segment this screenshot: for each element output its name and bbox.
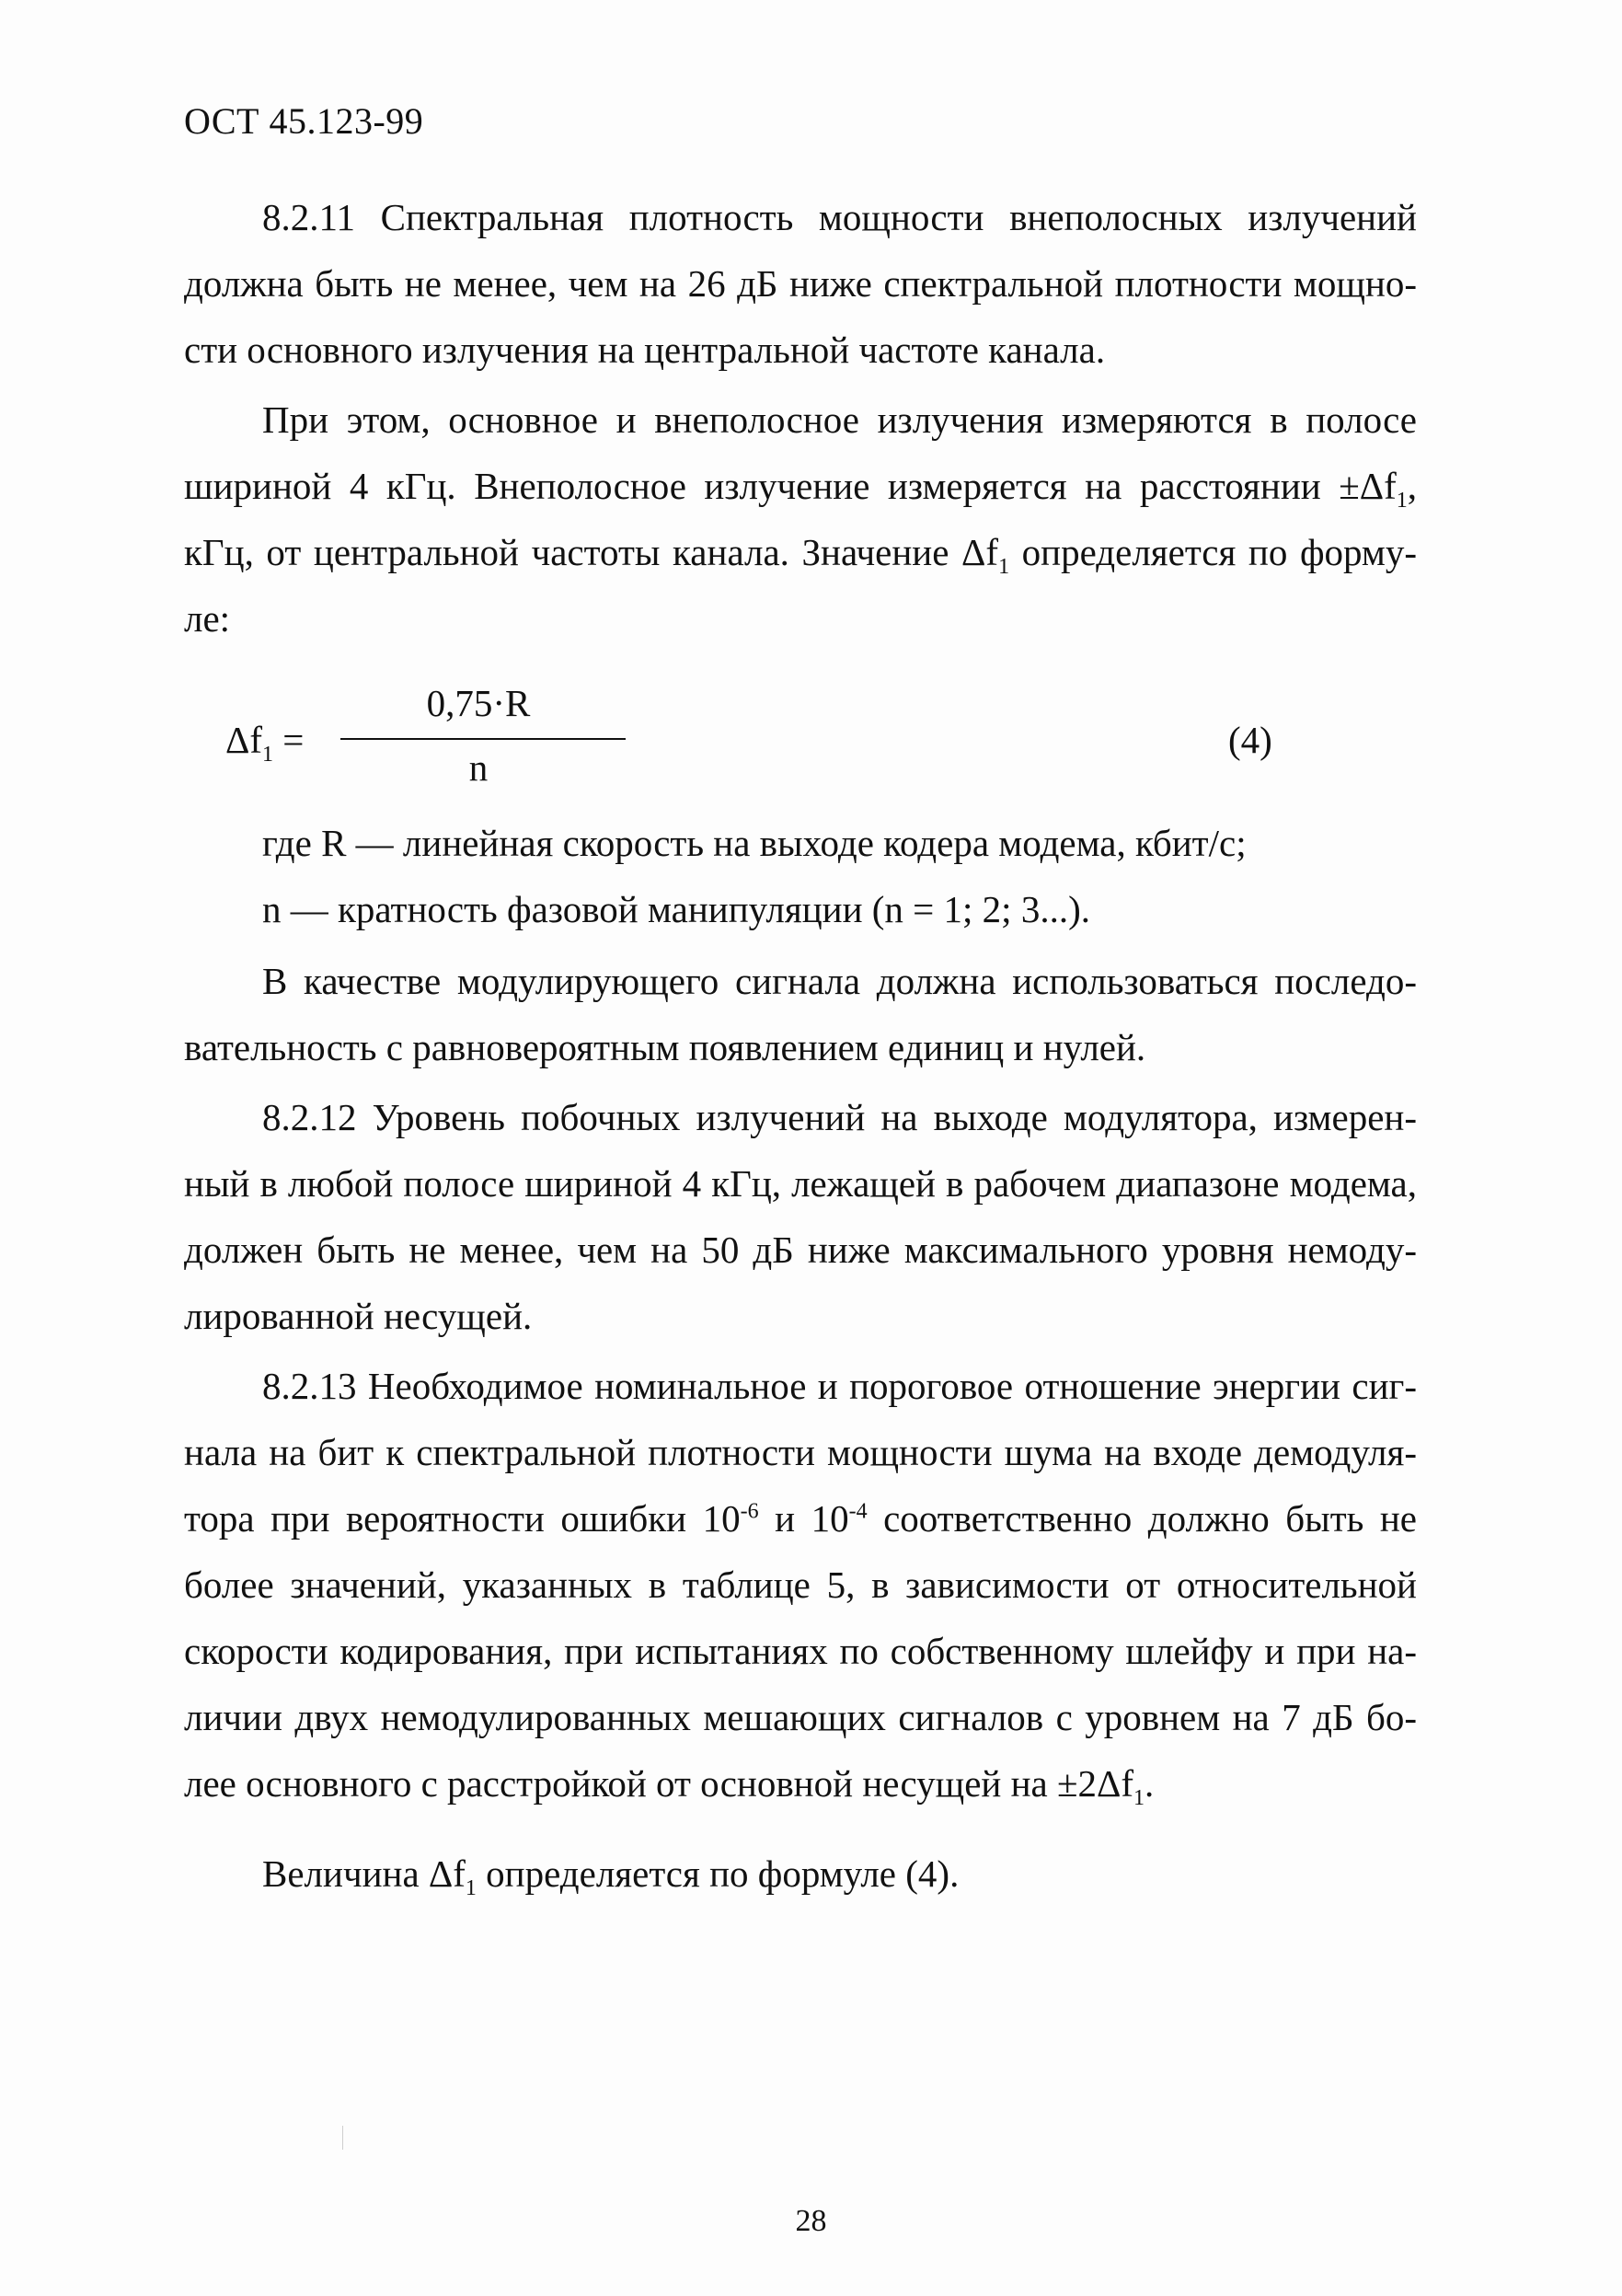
text-fragment: тора при вероятности ошибки 10 — [184, 1497, 741, 1540]
text-line: ле: — [184, 597, 231, 640]
paragraph-8-2-12 — [184, 1084, 1417, 1349]
subscript: 1 — [1133, 1786, 1145, 1811]
text-line — [184, 453, 1417, 519]
document-header: ОСТ 45.123-99 — [184, 100, 424, 142]
superscript: -4 — [848, 1499, 868, 1524]
where-clause-r: где R — линейная скорость на выходе кодера модема, кбит/с; — [262, 822, 1247, 864]
text-line: В качестве модулирующего сигнала должна использоваться последо- — [262, 960, 1417, 1002]
text-line — [184, 1485, 1417, 1552]
text-line: нала на бит к спектральной плотности мощности шума на входе демодуля- — [184, 1431, 1417, 1473]
text-line: 8.2.12 Уровень побочных излучений на выходе модулятора, измерен- — [262, 1096, 1417, 1138]
page-number: 28 — [795, 2204, 827, 2238]
superscript: -6 — [740, 1499, 759, 1524]
text-line: должна быть не менее, чем на 26 дБ ниже спектральной плотности мощно- — [184, 262, 1417, 305]
text-line: 8.2.13 Необходимое номинальное и пороговое отношение энергии сиг- — [262, 1365, 1417, 1407]
text-fragment: шириной 4 кГц. Внеполосное излучение измеряется на расстоянии ±Δf — [184, 465, 1397, 507]
text-line: должен быть не менее, чем на 50 дБ ниже максимального уровня немоду- — [184, 1229, 1417, 1271]
text-fragment: соответственно должно быть не — [867, 1497, 1417, 1540]
text-fragment: . — [1145, 1762, 1155, 1805]
text-line — [184, 519, 1417, 585]
text-line: более значений, указанных в таблице 5, в зависимости от относительной — [184, 1563, 1417, 1606]
fraction-bar — [340, 738, 626, 740]
text-line: вательность с равновероятным появлением единиц и нулей. — [184, 1026, 1146, 1068]
text-line: сти основного излучения на центральной частоте канала. — [184, 329, 1106, 371]
text-fragment: и 10 — [758, 1497, 849, 1540]
formula-symbol: Δf — [225, 719, 263, 761]
text-fragment: , — [1407, 465, 1417, 507]
scan-speck — [342, 2126, 343, 2150]
text-fragment: определяется по формуле (4). — [476, 1852, 960, 1895]
text-fragment: кГц, от центральной частоты канала. Значение Δf — [184, 531, 999, 573]
text-line: лированной несущей. — [184, 1295, 533, 1337]
subscript: 1 — [465, 1876, 477, 1901]
paragraph-modulating-signal — [184, 948, 1417, 1080]
text-fragment: лее основного с расстройкой от основной несущей на ±2Δf — [184, 1762, 1134, 1805]
equation-number: (4) — [1228, 719, 1272, 761]
text-fragment: Величина Δf — [262, 1852, 466, 1895]
paragraph-measurement — [184, 387, 1417, 652]
paragraph-8-2-11 — [184, 184, 1417, 383]
formula-numerator: 0,75·R — [426, 682, 531, 724]
text-line: При этом, основное и внеполосное излучения измеряются в полосе — [262, 398, 1417, 441]
where-clause-n: n — кратность фазовой манипуляции (n = 1; 2; 3...). — [262, 888, 1090, 930]
text-line: личии двух немодулированных мешающих сигналов с уровнем на 7 дБ бо- — [184, 1696, 1417, 1738]
formula-lhs — [225, 718, 305, 767]
subscript: 1 — [1396, 489, 1408, 513]
subscript: 1 — [262, 743, 274, 767]
closing-sentence — [262, 1840, 1366, 1907]
text-line: 8.2.11 Спектральная плотность мощности внеполосных излучений — [262, 196, 1417, 238]
paragraph-8-2-13 — [184, 1353, 1417, 1817]
formula-4 — [225, 681, 1329, 801]
formula-equals: = — [273, 719, 305, 761]
text-line — [184, 1750, 1417, 1817]
text-line: ный в любой полосе шириной 4 кГц, лежащей в рабочем диапазоне модема, — [184, 1162, 1417, 1205]
text-fragment: определяется по форму- — [1009, 531, 1417, 573]
text-line: скорости кодирования, при испытаниях по собственному шлейфу и при на- — [184, 1630, 1417, 1672]
formula-denominator: n — [468, 746, 489, 789]
subscript: 1 — [998, 555, 1010, 580]
